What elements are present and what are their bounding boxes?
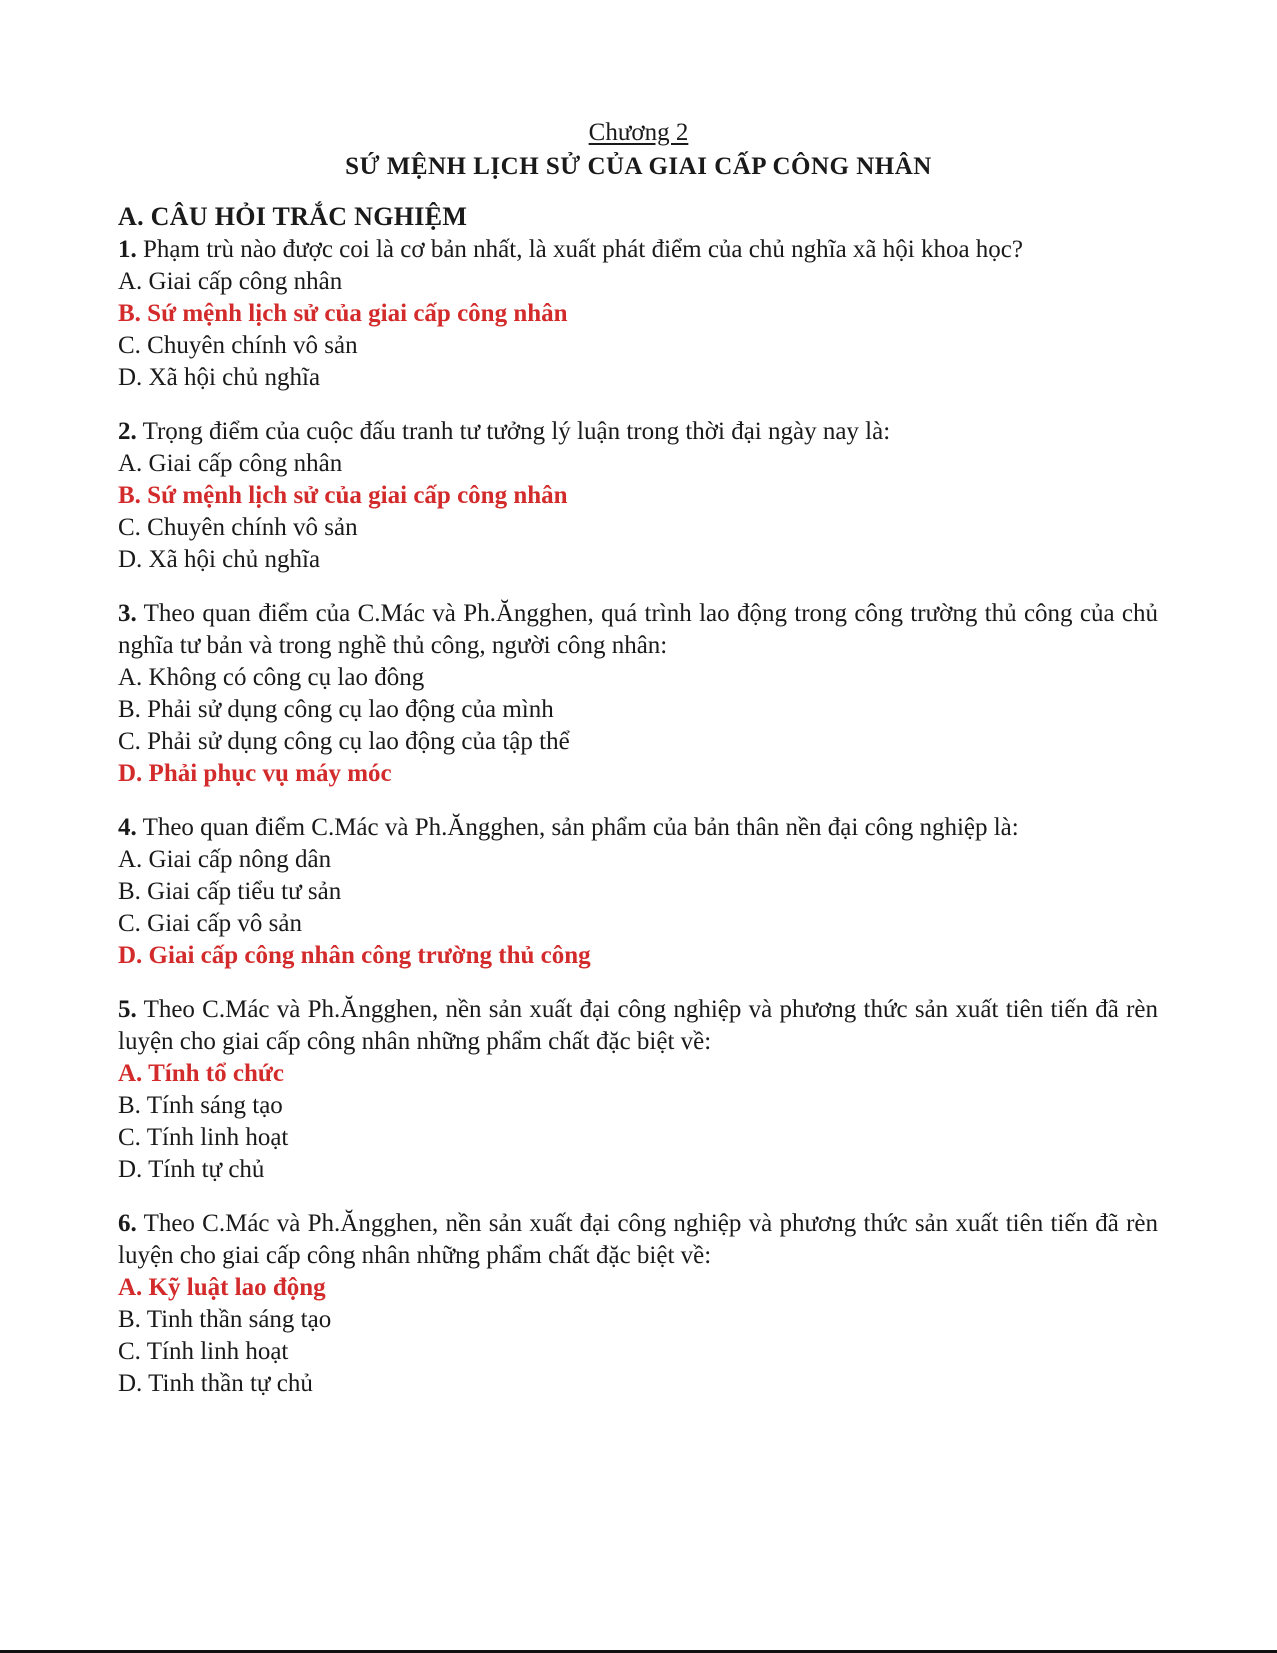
document-content xyxy=(118,200,1158,1422)
question-number: 5. xyxy=(118,996,137,1023)
question-list xyxy=(118,234,1158,1400)
question-body: Phạm trù nào được coi là cơ bản nhất, là xuất phát điểm của chủ nghĩa xã hội khoa học? xyxy=(143,236,1023,263)
answer-option-correct: B. Sứ mệnh lịch sử của giai cấp công nhân xyxy=(118,482,568,509)
answer-option: D. Tính tự chủ xyxy=(118,1156,265,1183)
answer-option: C. Tính linh hoạt xyxy=(118,1124,289,1151)
answer-option: B. Tính sáng tạo xyxy=(118,1092,283,1119)
question-item xyxy=(118,812,1158,972)
answer-option: A. Giai cấp công nhân xyxy=(118,450,343,477)
answer-option: A. Giai cấp nông dân xyxy=(118,846,332,873)
answer-option: C. Giai cấp vô sản xyxy=(118,910,302,937)
answer-option-correct: B. Sứ mệnh lịch sử của giai cấp công nhân xyxy=(118,300,568,327)
question-body: Theo C.Mác và Ph.Ăngghen, nền sản xuất đại công nghiệp và phương thức sản xuất tiên tiến đã rèn luyện cho giai cấp công nhân những phẩm chất đặc biệt về: xyxy=(118,1210,1158,1269)
question-text xyxy=(118,812,1158,844)
question-text xyxy=(118,234,1158,266)
answer-option: D. Xã hội chủ nghĩa xyxy=(118,546,321,573)
section-heading: A. CÂU HỎI TRẮC NGHIỆM xyxy=(118,202,468,231)
answer-option: D. Xã hội chủ nghĩa xyxy=(118,364,321,391)
answer-option: D. Tinh thần tự chủ xyxy=(118,1370,313,1397)
page-title: SỨ MỆNH LỊCH SỬ CỦA GIAI CẤP CÔNG NHÂN xyxy=(345,153,932,180)
answer-option: C. Chuyên chính vô sản xyxy=(118,514,358,541)
question-number: 2. xyxy=(118,418,137,445)
answer-option-correct: A. Kỹ luật lao động xyxy=(118,1274,326,1301)
question-text xyxy=(118,598,1158,662)
answer-option: A. Giai cấp công nhân xyxy=(118,268,343,295)
answer-option: B. Tinh thần sáng tạo xyxy=(118,1306,332,1333)
question-body: Theo C.Mác và Ph.Ăngghen, nền sản xuất đại công nghiệp và phương thức sản xuất tiên tiến đã rèn luyện cho giai cấp công nhân những phẩm chất đặc biệt về: xyxy=(118,996,1158,1055)
answer-option: B. Giai cấp tiểu tư sản xyxy=(118,878,342,905)
answer-option-correct: D. Giai cấp công nhân công trường thủ công xyxy=(118,942,591,969)
question-number: 6. xyxy=(118,1210,137,1237)
question-body: Theo quan điểm C.Mác và Ph.Ăngghen, sản phẩm của bản thân nền đại công nghiệp là: xyxy=(142,814,1019,841)
question-number: 1. xyxy=(118,236,137,263)
question-item xyxy=(118,994,1158,1186)
answer-option: C. Chuyên chính vô sản xyxy=(118,332,358,359)
question-body: Trọng điểm của cuộc đấu tranh tư tưởng lý luận trong thời đại ngày nay là: xyxy=(142,418,891,445)
question-text xyxy=(118,1208,1158,1272)
question-item xyxy=(118,234,1158,394)
question-body: Theo quan điểm của C.Mác và Ph.Ăngghen, quá trình lao động trong công trường thủ công của chủ nghĩa tư bản và trong nghề thủ công, người công nhân: xyxy=(118,600,1158,659)
question-text xyxy=(118,416,1158,448)
answer-option: A. Không có công cụ lao đông xyxy=(118,664,425,691)
answer-option: C. Tính linh hoạt xyxy=(118,1338,289,1365)
answer-option: C. Phải sử dụng công cụ lao động của tập thể xyxy=(118,728,570,755)
answer-option: B. Phải sử dụng công cụ lao động của mình xyxy=(118,696,554,723)
chapter-label xyxy=(0,118,1277,148)
question-number: 4. xyxy=(118,814,137,841)
answer-option-correct: A. Tính tổ chức xyxy=(118,1060,284,1087)
question-item xyxy=(118,416,1158,576)
question-item xyxy=(118,598,1158,790)
answer-option-correct: D. Phải phục vụ máy móc xyxy=(118,760,392,787)
question-number: 3. xyxy=(118,600,137,627)
question-text xyxy=(118,994,1158,1058)
question-item xyxy=(118,1208,1158,1400)
chapter-text: Chương 2 xyxy=(588,119,689,146)
